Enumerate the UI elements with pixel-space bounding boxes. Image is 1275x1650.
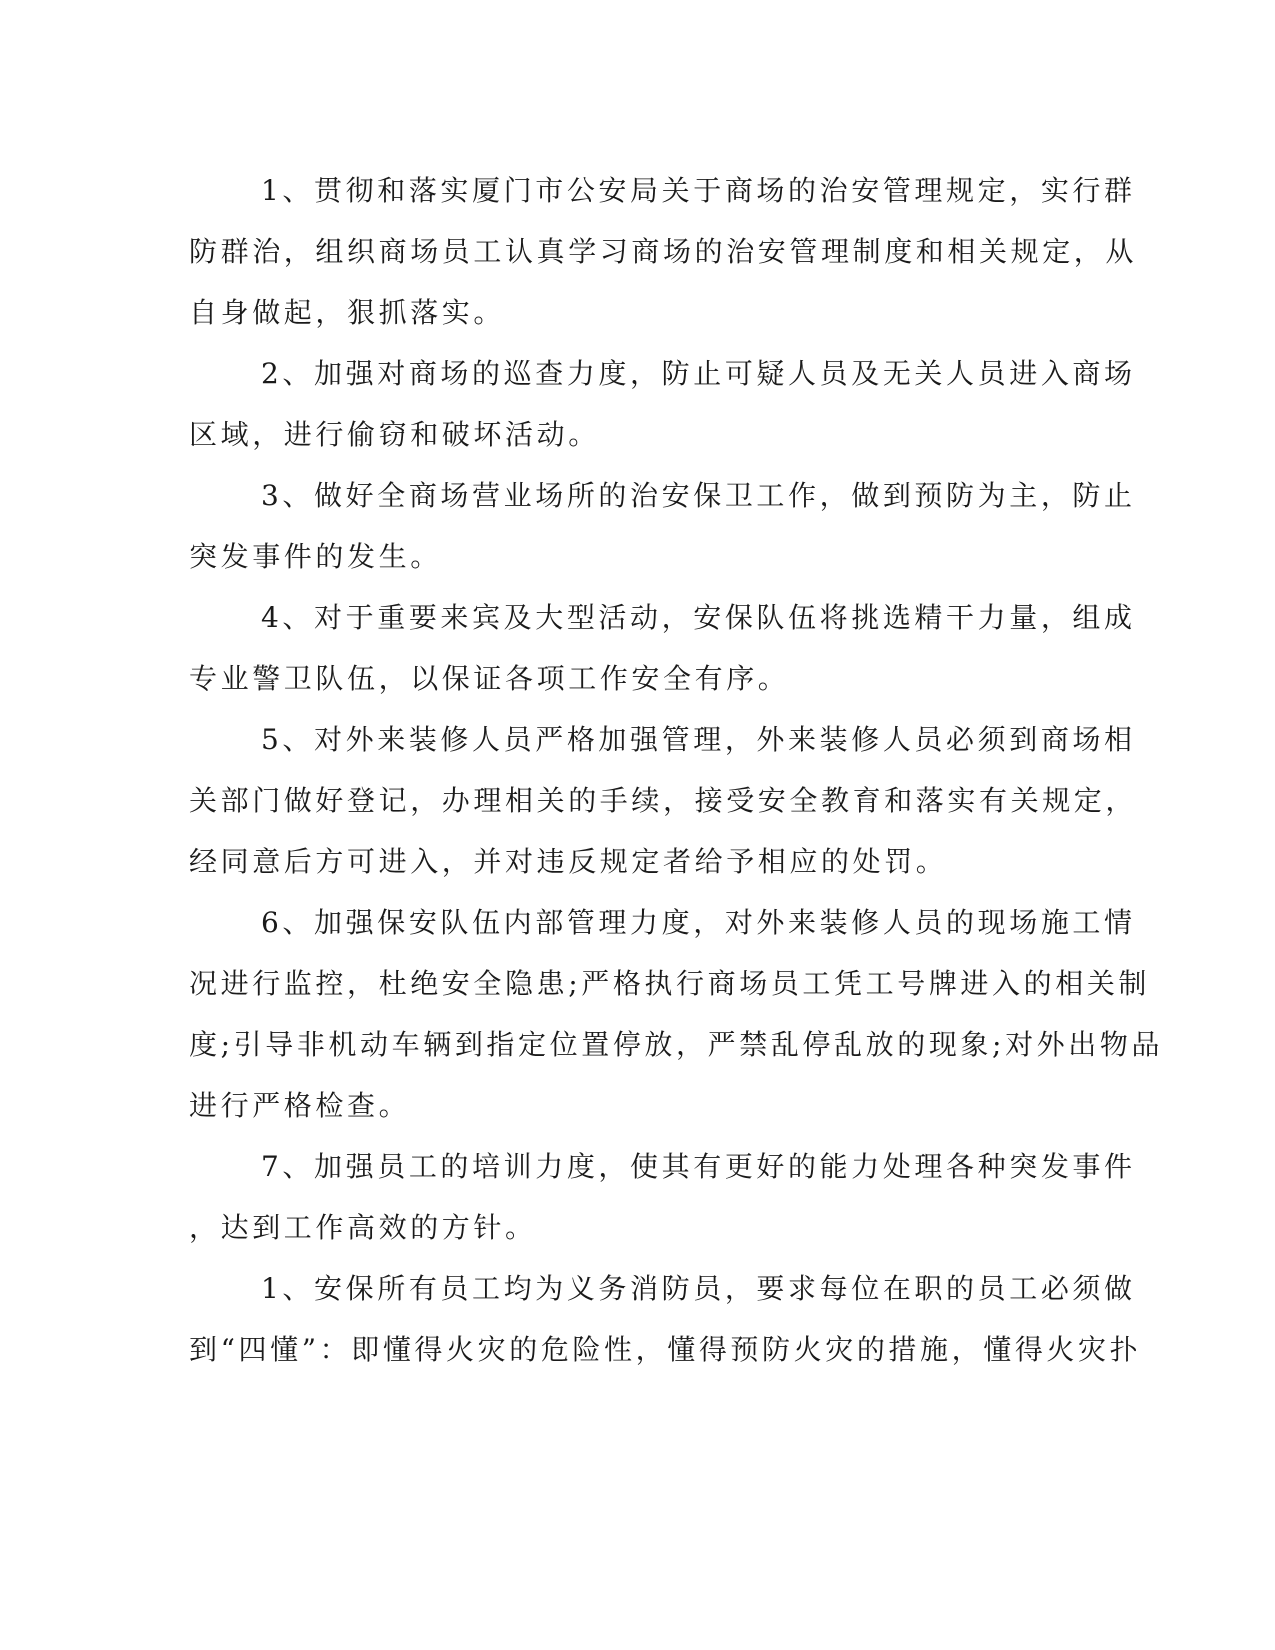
text-line: 1、贯彻和落实厦门市公安局关于商场的治安管理规定，实行群	[261, 174, 1136, 207]
text-line: 突发事件的发生。	[189, 540, 442, 573]
text-line: 经同意后方可进入，并对违反规定者给予相应的处罚。	[189, 845, 948, 878]
text-line: 专业警卫队伍，以保证各项工作安全有序。	[189, 662, 790, 695]
text-line: 7、加强员工的培训力度，使其有更好的能力处理各种突发事件	[261, 1150, 1136, 1183]
text-line: 到“四懂”：即懂得火灾的危险性，懂得预防火灾的措施，懂得火灾扑	[189, 1333, 1142, 1366]
text-line: 6、加强保安队伍内部管理力度，对外来装修人员的现场施工情	[261, 906, 1136, 939]
text-line: 自身做起，狠抓落实。	[189, 296, 506, 329]
text-line: 2、加强对商场的巡查力度，防止可疑人员及无关人员进入商场	[261, 357, 1136, 390]
text-line: 3、做好全商场营业场所的治安保卫工作，做到预防为主，防止	[261, 479, 1136, 512]
text-line: 度;引导非机动车辆到指定位置停放，严禁乱停乱放的现象;对外出物品	[189, 1028, 1164, 1061]
text-line: 防群治，组织商场员工认真学习商场的治安管理制度和相关规定，从	[189, 235, 1138, 268]
text-line: 区域，进行偷窃和破坏活动。	[189, 418, 600, 451]
text-line: 5、对外来装修人员严格加强管理，外来装修人员必须到商场相	[261, 723, 1136, 756]
text-line: 关部门做好登记，办理相关的手续，接受安全教育和落实有关规定，	[189, 784, 1138, 817]
text-line: ，达到工作高效的方针。	[189, 1211, 537, 1244]
text-line: 1、安保所有员工均为义务消防员，要求每位在职的员工必须做	[261, 1272, 1136, 1305]
text-line: 4、对于重要来宾及大型活动，安保队伍将挑选精干力量，组成	[261, 601, 1136, 634]
document-body	[189, 160, 1164, 1380]
text-line: 进行严格检查。	[189, 1089, 411, 1122]
text-line: 况进行监控，杜绝安全隐患;严格执行商场员工凭工号牌进入的相关制	[189, 967, 1151, 1000]
